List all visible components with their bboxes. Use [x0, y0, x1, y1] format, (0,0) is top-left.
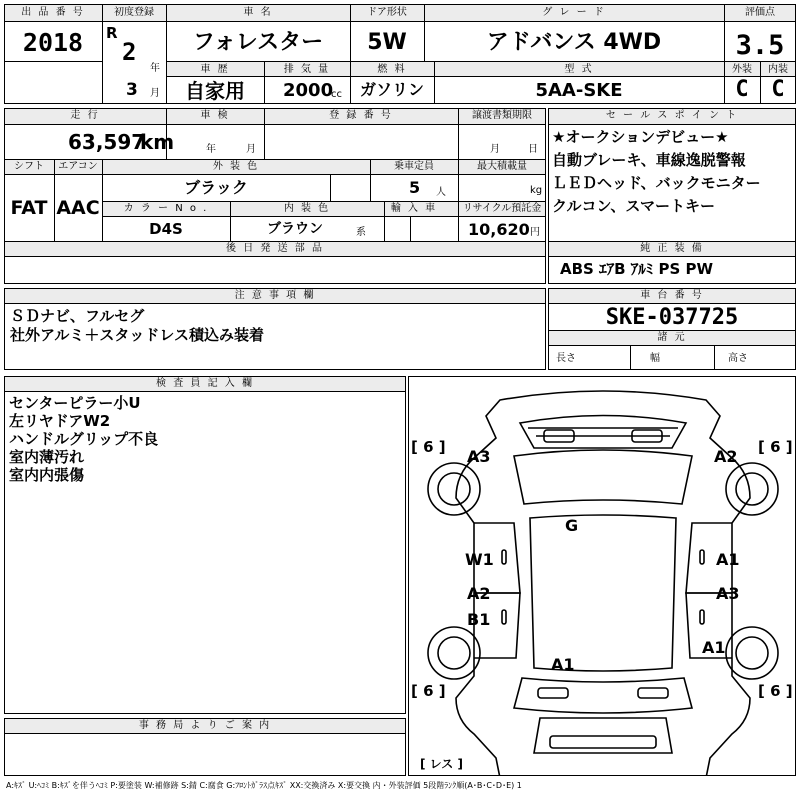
transfer-deadline-label: 譲渡書類期限	[472, 110, 532, 121]
interior-grade: C	[771, 77, 785, 102]
color-no: D4S	[149, 220, 183, 238]
recycle-fee-label: リサイクル預託金	[462, 203, 542, 214]
displacement-label: 排 気 量	[283, 64, 331, 75]
office-label: 事 務 局 よ り ご 案 内	[138, 720, 272, 731]
inspector-line: ハンドルグリップ不良	[9, 430, 159, 448]
car-outline-diagram	[410, 378, 796, 776]
exterior-color-label: 外 装 色	[212, 161, 260, 172]
chassis-label: 車 台 番 号	[640, 290, 704, 301]
tire-tread-front-left: [ 6 ]	[411, 438, 446, 456]
yen-unit: 円	[530, 227, 540, 238]
sales-point-line: 自動ブレーキ、車線逸脱警報	[552, 151, 746, 169]
registration-number-label: 登 録 番 号	[329, 110, 393, 121]
sales-points-label: セ ー ル ス ポ イ ン ト	[605, 110, 739, 121]
model-code: 5AA-SKE	[535, 80, 623, 101]
sales-point-line: クルコン、スマートキー	[552, 197, 716, 215]
interior-label: 内装	[768, 64, 788, 75]
inspection-year-unit: 年	[206, 144, 216, 155]
lot-number: 2018	[22, 28, 84, 57]
registration-month: 3	[126, 80, 138, 100]
first-registration-label: 初度登録	[114, 7, 154, 18]
width-label: 幅	[650, 353, 660, 364]
score-label: 評価点	[745, 7, 775, 18]
door-type-label: ドア形状	[367, 7, 407, 18]
km-unit: km	[140, 130, 175, 154]
damage-mark-right-rear-quarter: A1	[702, 638, 726, 657]
dims-label: 諸 元	[657, 332, 687, 343]
fuel: ガソリン	[359, 80, 425, 99]
grade: アドバンス 4WD	[486, 30, 662, 55]
notes-line: ＳＤナビ、フルセグ	[10, 307, 145, 325]
month-unit: 月	[150, 88, 160, 99]
damage-mark-left-front-door: W1	[465, 550, 494, 569]
inspector-line: 室内薄汚れ	[9, 448, 85, 466]
exterior-color: ブラック	[184, 178, 248, 197]
sales-point-line: ★オークションデビュー★	[552, 128, 729, 146]
tire-tread-front-right: [ 6 ]	[758, 438, 793, 456]
aircon: AAC	[56, 197, 100, 219]
lot-number-label: 出 品 番 号	[21, 7, 85, 18]
inspector-label: 検 査 員 記 入 欄	[156, 378, 254, 389]
interior-color: ブラウン	[267, 221, 323, 237]
inspector-line: 左リヤドアW2	[9, 412, 111, 430]
damage-mark-right-front-door: A1	[716, 550, 740, 569]
inspection-label: 車 検	[200, 110, 230, 121]
capacity-unit: 人	[436, 187, 446, 198]
equipment: ABS ｴｱB ｱﾙﾐ PS PW	[560, 260, 714, 278]
max-load-label: 最大積載量	[477, 161, 527, 172]
fuel-label: 燃 料	[377, 64, 407, 75]
car-name-label: 車 名	[243, 7, 273, 18]
year-unit: 年	[150, 63, 160, 74]
equipment-label: 純 正 装 備	[640, 243, 704, 254]
transfer-day-unit: 日	[528, 144, 538, 155]
score: 3.5	[735, 30, 785, 61]
sales-point-line: ＬＥＤヘッド、バックモニター	[552, 174, 761, 192]
inspection-month-unit: 月	[246, 144, 256, 155]
legend: A:ｷｽﾞ U:ﾍｺﾐ B:ｷｽﾞを伴うﾍｺﾐ P:要塗装 W:補修跡 S:錆 C:腐食 G:ﾌﾛﾝﾄｶﾞﾗｽ点ｷｽﾞ XX:交換済み X:要交換 内・外装評価 5段階ﾗﾝｸ順(A･B･C･D･E) 1	[6, 781, 522, 790]
inspector-line: 室内内張傷	[9, 466, 85, 484]
length-label: 長さ	[556, 353, 576, 364]
model-code-label: 型 式	[564, 64, 594, 75]
color-no-label: カ ラ ー N o .	[123, 203, 209, 214]
capacity: 5	[409, 178, 421, 197]
damage-mark-roof: G	[565, 516, 579, 535]
chassis-number: SKE-037725	[605, 305, 739, 330]
exterior-grade: C	[735, 77, 749, 102]
vehicle-history: 自家用	[185, 79, 245, 103]
car-name: フォレスター	[192, 30, 324, 55]
notes-line: 社外アルミ＋スタッドレス積込み装着	[10, 326, 264, 344]
later-parts-label: 後 日 発 送 部 品	[226, 243, 324, 254]
damage-mark-right-rear-door: A3	[716, 584, 740, 603]
transfer-month-unit: 月	[490, 144, 500, 155]
mileage-label: 走 行	[70, 110, 100, 121]
inspector-line: センターピラー小U	[9, 394, 141, 412]
shift: FAT	[10, 197, 48, 219]
mileage: 63,597	[68, 130, 146, 154]
registration-year: 2	[122, 38, 137, 66]
header-label-band-2	[166, 62, 795, 76]
capacity-label: 乗車定員	[394, 161, 434, 172]
recycle-fee: 10,620	[468, 220, 530, 239]
import-label: 輸 入 車	[390, 203, 438, 214]
aircon-label: エアコン	[58, 161, 98, 172]
vehicle-history-label: 車 歴	[200, 64, 230, 75]
shift-label: シフト	[14, 161, 44, 172]
cc-unit: cc	[331, 89, 342, 100]
damage-mark-front-left: A3	[467, 447, 491, 466]
interior-color-label: 内 装 色	[283, 203, 331, 214]
damage-mark-left-rear-door: A2	[467, 584, 491, 603]
tire-tread-rear-right: [ 6 ]	[758, 682, 793, 700]
height-label: 高さ	[728, 353, 748, 364]
spare-tire-status: [ レス ]	[420, 757, 463, 771]
interior-suffix: 系	[356, 227, 366, 238]
grade-label: グ レ ー ド	[542, 7, 606, 18]
damage-mark-left-rear-door: B1	[467, 610, 491, 629]
load-unit: kg	[530, 185, 543, 196]
displacement: 2000	[283, 80, 334, 101]
damage-mark-front-right: A2	[714, 447, 738, 466]
damage-mark-rear: A1	[551, 655, 575, 674]
notes-label: 注 意 事 項 欄	[234, 290, 316, 301]
tire-tread-rear-left: [ 6 ]	[411, 682, 446, 700]
exterior-label: 外装	[732, 64, 752, 75]
era: R	[106, 24, 118, 42]
door-type: 5W	[367, 30, 407, 55]
